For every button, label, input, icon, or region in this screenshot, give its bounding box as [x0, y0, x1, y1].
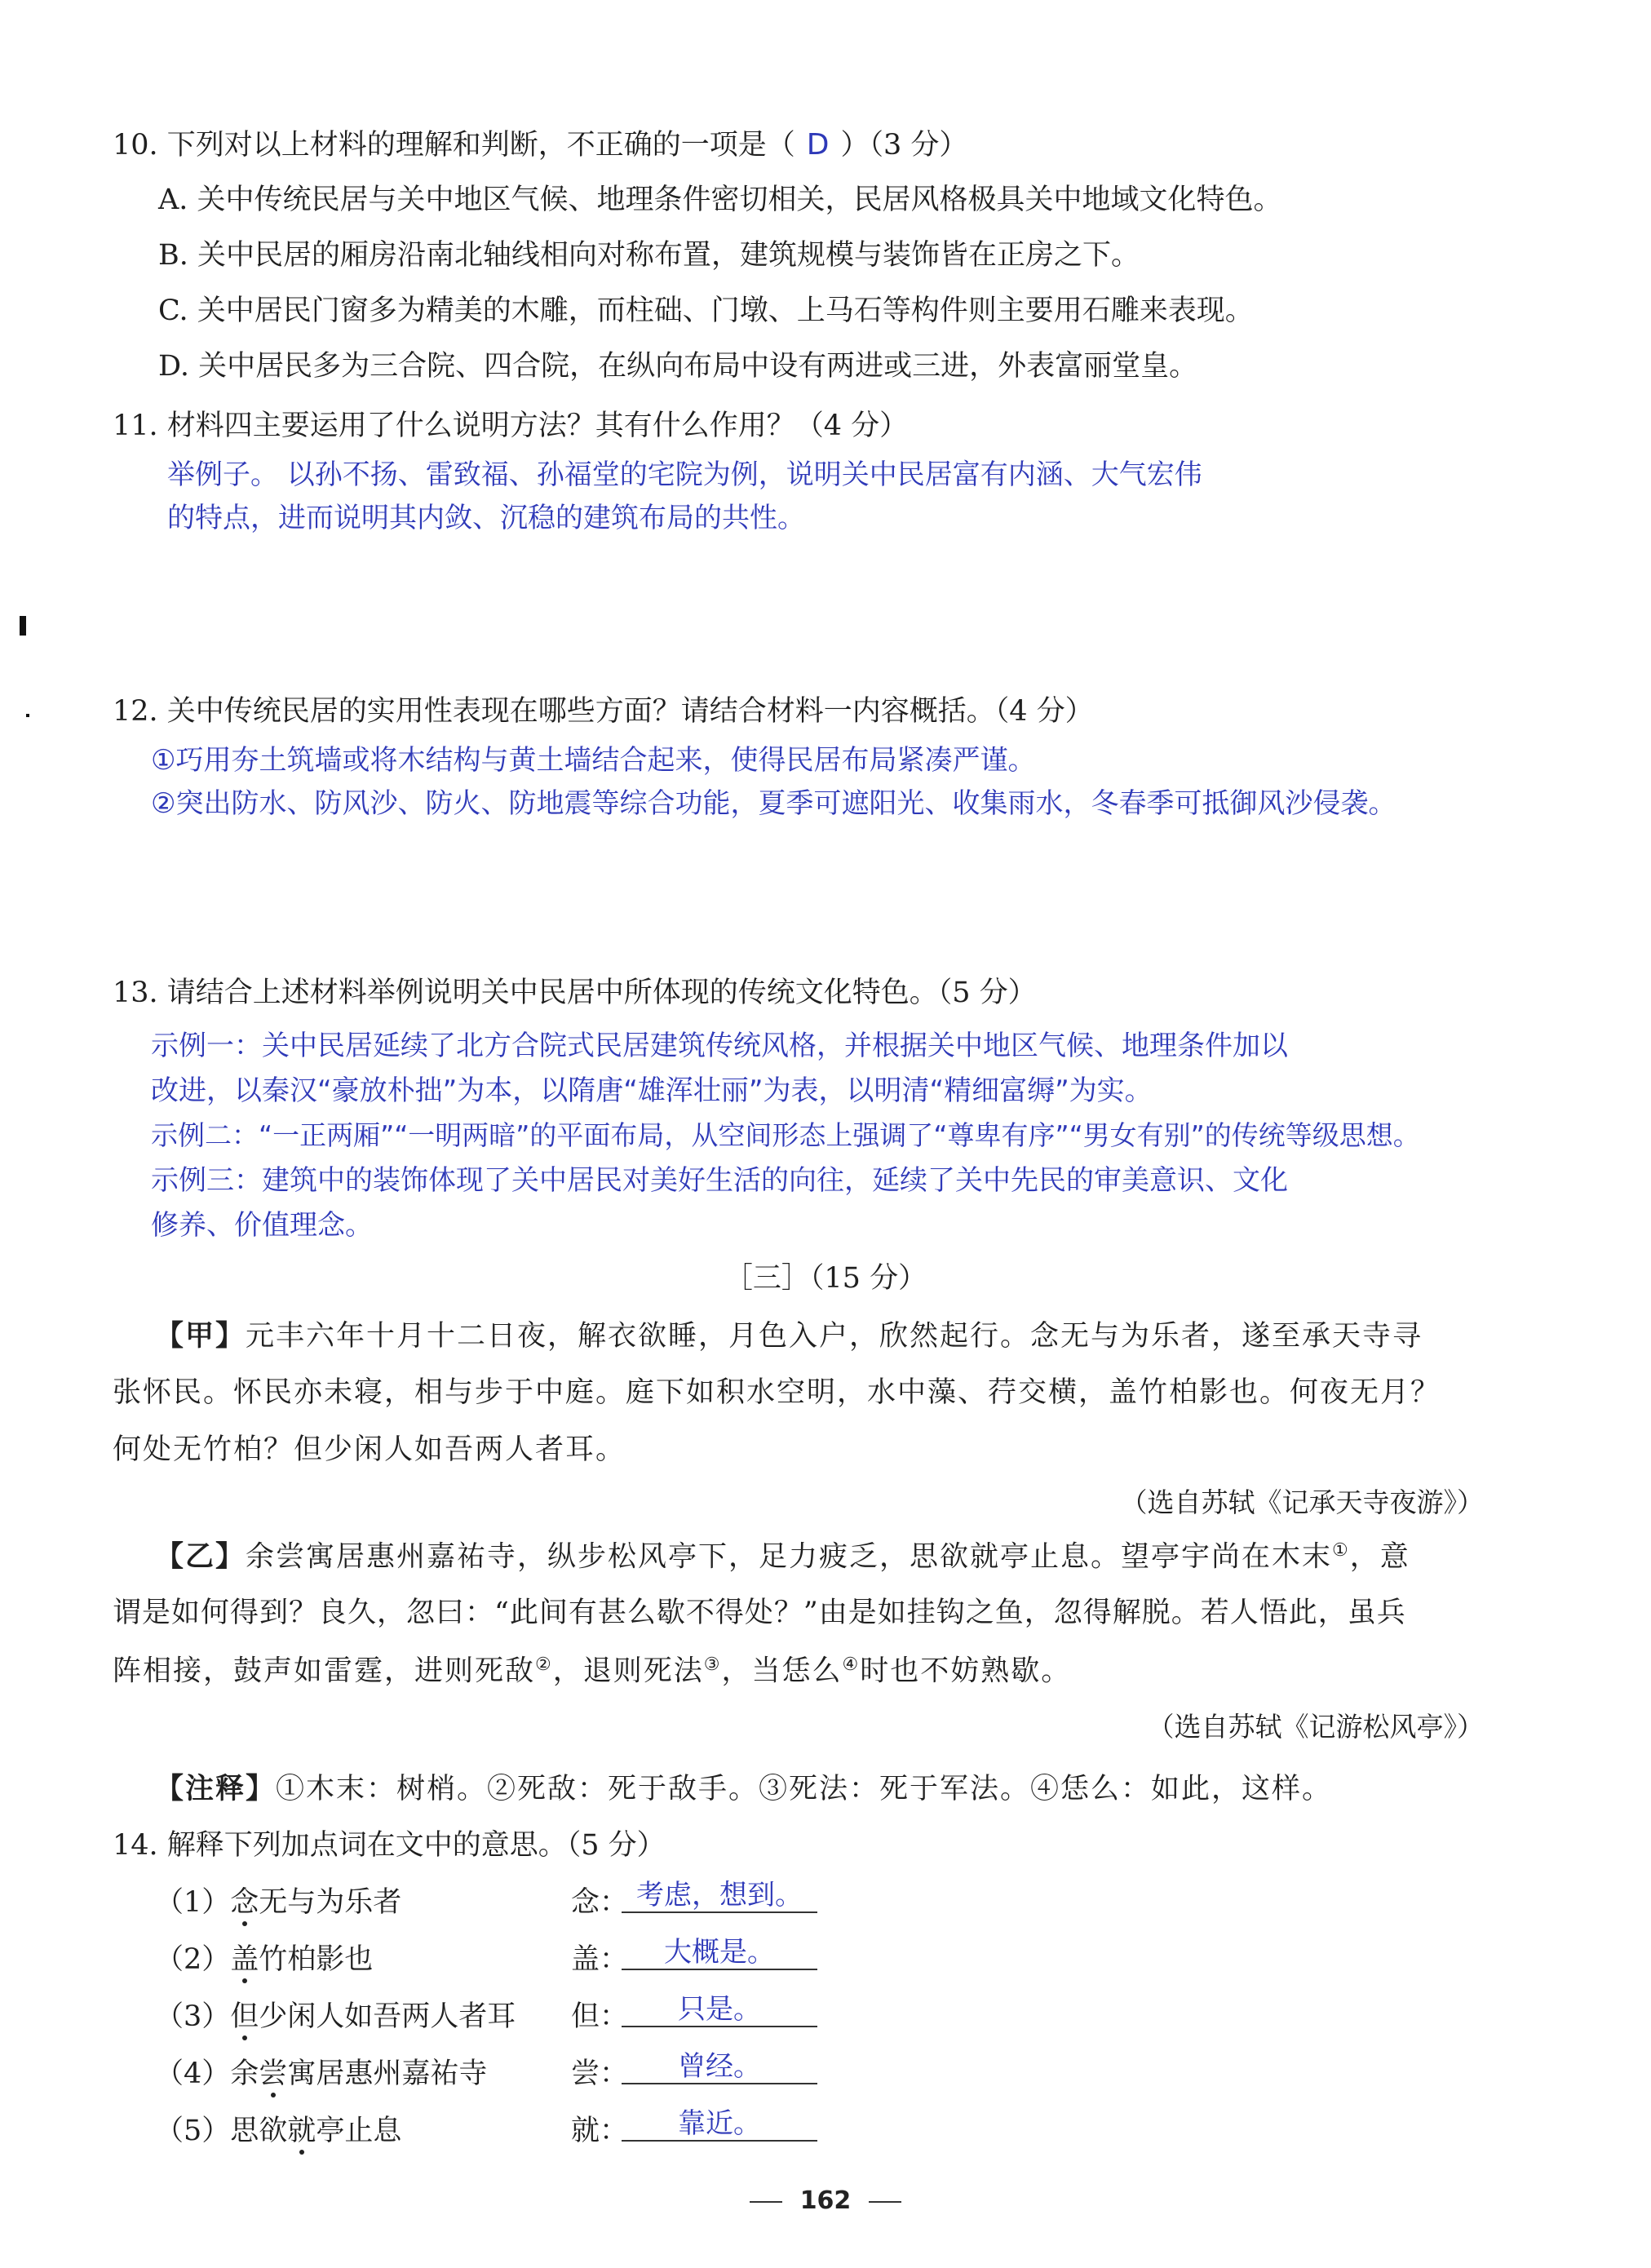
q13-answer-line: 示例三：建筑中的装饰体现了关中居民对美好生活的向往，延续了关中先民的审美意识、文化: [151, 1164, 1288, 1197]
q13-answer-line: 示例一：关中民居延续了北方合院式民居建筑传统风格，并根据关中地区气候、地理条件加以: [151, 1030, 1288, 1062]
yi-line: 谓是如何得到？良久，忽曰：“此间有甚么歇不得处？”由是如挂钩之鱼，忽得解脱。若人悟此，虽兵: [113, 1597, 1406, 1629]
jia-tag: 【甲】: [155, 1319, 246, 1353]
q14-answer-blank: 只是。: [622, 1994, 817, 2027]
margin-mark: [20, 616, 26, 636]
q14-word: 但：: [571, 2000, 629, 2033]
q14-item: （2）盖竹柏影也: [155, 1943, 374, 1976]
q10-option-a: A. 关中传统民居与关中地区气候、地理条件密切相关，民居风格极具关中地域文化特色。: [158, 184, 1282, 216]
q11-answer-line: 举例子。 以孙不扬、雷致福、孙福堂的宅院为例，说明关中民居富有内涵、大气宏伟: [167, 458, 1202, 491]
jia-line: 何处无竹柏？但少闲人如吾两人者耳。: [113, 1433, 626, 1466]
q12-answer-line: ②突出防水、防风沙、防火、防地震等综合功能，夏季可遮阳光、收集雨水，冬春季可抵御风沙侵袭。: [151, 787, 1396, 820]
q14-answer-blank: 考虑，想到。: [622, 1880, 817, 1913]
q14-answer-blank: 大概是。: [622, 1937, 817, 1970]
section-title: ［三］（15 分）: [724, 1262, 927, 1295]
q14-word: 念：: [571, 1886, 629, 1919]
q10-option-c: C. 关中居民门窗多为精美的木雕，而柱础、门墩、上马石等构件则主要用石雕来表现。: [158, 295, 1254, 327]
jia-line: 张怀民。怀民亦未寝，相与步于中庭。庭下如积水空明，水中藻、荇交横，盖竹柏影也。何夜无月？: [113, 1376, 1441, 1409]
yi-line: 阵相接，鼓声如雷霆，进则死敌②，退则死法③，当恁么④时也不妨熟歇。: [113, 1654, 1072, 1688]
q10-question: 10. 下列对以上材料的理解和判断，不正确的一项是（ D ）（3 分）: [113, 128, 968, 162]
q11-question: 11. 材料四主要运用了什么说明方法？其有什么作用？（4 分）: [113, 410, 909, 442]
notes-tag: 【注释】: [155, 1772, 277, 1805]
q14-item: （1）念无与为乐者: [155, 1886, 402, 1919]
margin-dot: [26, 714, 29, 717]
q14-question: 14. 解释下列加点词在文中的意思。（5 分）: [113, 1829, 666, 1862]
q14-word: 盖：: [571, 1943, 629, 1976]
jia-line: 【甲】元丰六年十月十二日夜，解衣欲睡，月色入户，欣然起行。念无与为乐者，遂至承天寺寻: [155, 1319, 1423, 1353]
yi-tag: 【乙】: [155, 1539, 246, 1574]
q14-item: （5）思欲就亭止息: [155, 2115, 402, 2147]
q13-question: 13. 请结合上述材料举例说明关中民居中所体现的传统文化特色。（5 分）: [113, 977, 1037, 1009]
q10-option-d: D. 关中居民多为三合院、四合院，在纵向布局中设有两进或三进，外表富丽堂皇。: [158, 350, 1198, 383]
q12-answer-line: ①巧用夯土筑墙或将木结构与黄土墙结合起来，使得民居布局紧凑严谨。: [151, 744, 1036, 777]
q14-item: （3）但少闲人如吾两人者耳: [155, 2000, 516, 2033]
note-marker: ③: [703, 1654, 722, 1675]
q10-answer: D: [806, 128, 830, 162]
q12-question: 12. 关中传统民居的实用性表现在哪些方面？请结合材料一内容概括。（4 分）: [113, 695, 1094, 728]
q14-item: （4）余尝寓居惠州嘉祐寺: [155, 2058, 488, 2090]
yi-line: 【乙】余尝寓居惠州嘉祐寺，纵步松风亭下，足力疲乏，思欲就亭止息。望亭宇尚在木末①，意: [155, 1539, 1410, 1574]
q13-answer-line: 示例二：“一正两厢”“一明两暗”的平面布局，从空间形态上强调了“尊卑有序”“男女有别”的传统等级思想。: [151, 1119, 1420, 1151]
q14-answer-blank: 曾经。: [622, 2051, 817, 2084]
q13-answer-line: 改进，以秦汉“豪放朴拙”为本，以隋唐“雄浑壮丽”为表，以明清“精细富缛”为实。: [151, 1074, 1153, 1107]
q11-answer-line: 的特点，进而说明其内敛、沉稳的建筑布局的共性。: [167, 502, 805, 534]
notes: 【注释】①木末：树梢。②死敌：死于敌手。③死法：死于军法。④恁么：如此，这样。: [155, 1772, 1333, 1805]
note-marker: ④: [842, 1654, 861, 1675]
q14-answer-blank: 靠近。: [622, 2108, 817, 2142]
q10-option-b: B. 关中民居的厢房沿南北轴线相向对称布置，建筑规模与装饰皆在正房之下。: [158, 239, 1140, 272]
q14-word: 尝：: [571, 2058, 629, 2090]
page-number: 162: [0, 2186, 1651, 2215]
note-marker: ①: [1332, 1540, 1350, 1561]
yi-source: （选自苏轼《记游松风亭》）: [1147, 1711, 1484, 1743]
jia-source: （选自苏轼《记承天寺夜游》）: [1120, 1486, 1484, 1518]
q14-word: 就：: [571, 2115, 629, 2147]
q13-answer-line: 修养、价值理念。: [151, 1209, 373, 1242]
note-marker: ②: [535, 1654, 553, 1675]
